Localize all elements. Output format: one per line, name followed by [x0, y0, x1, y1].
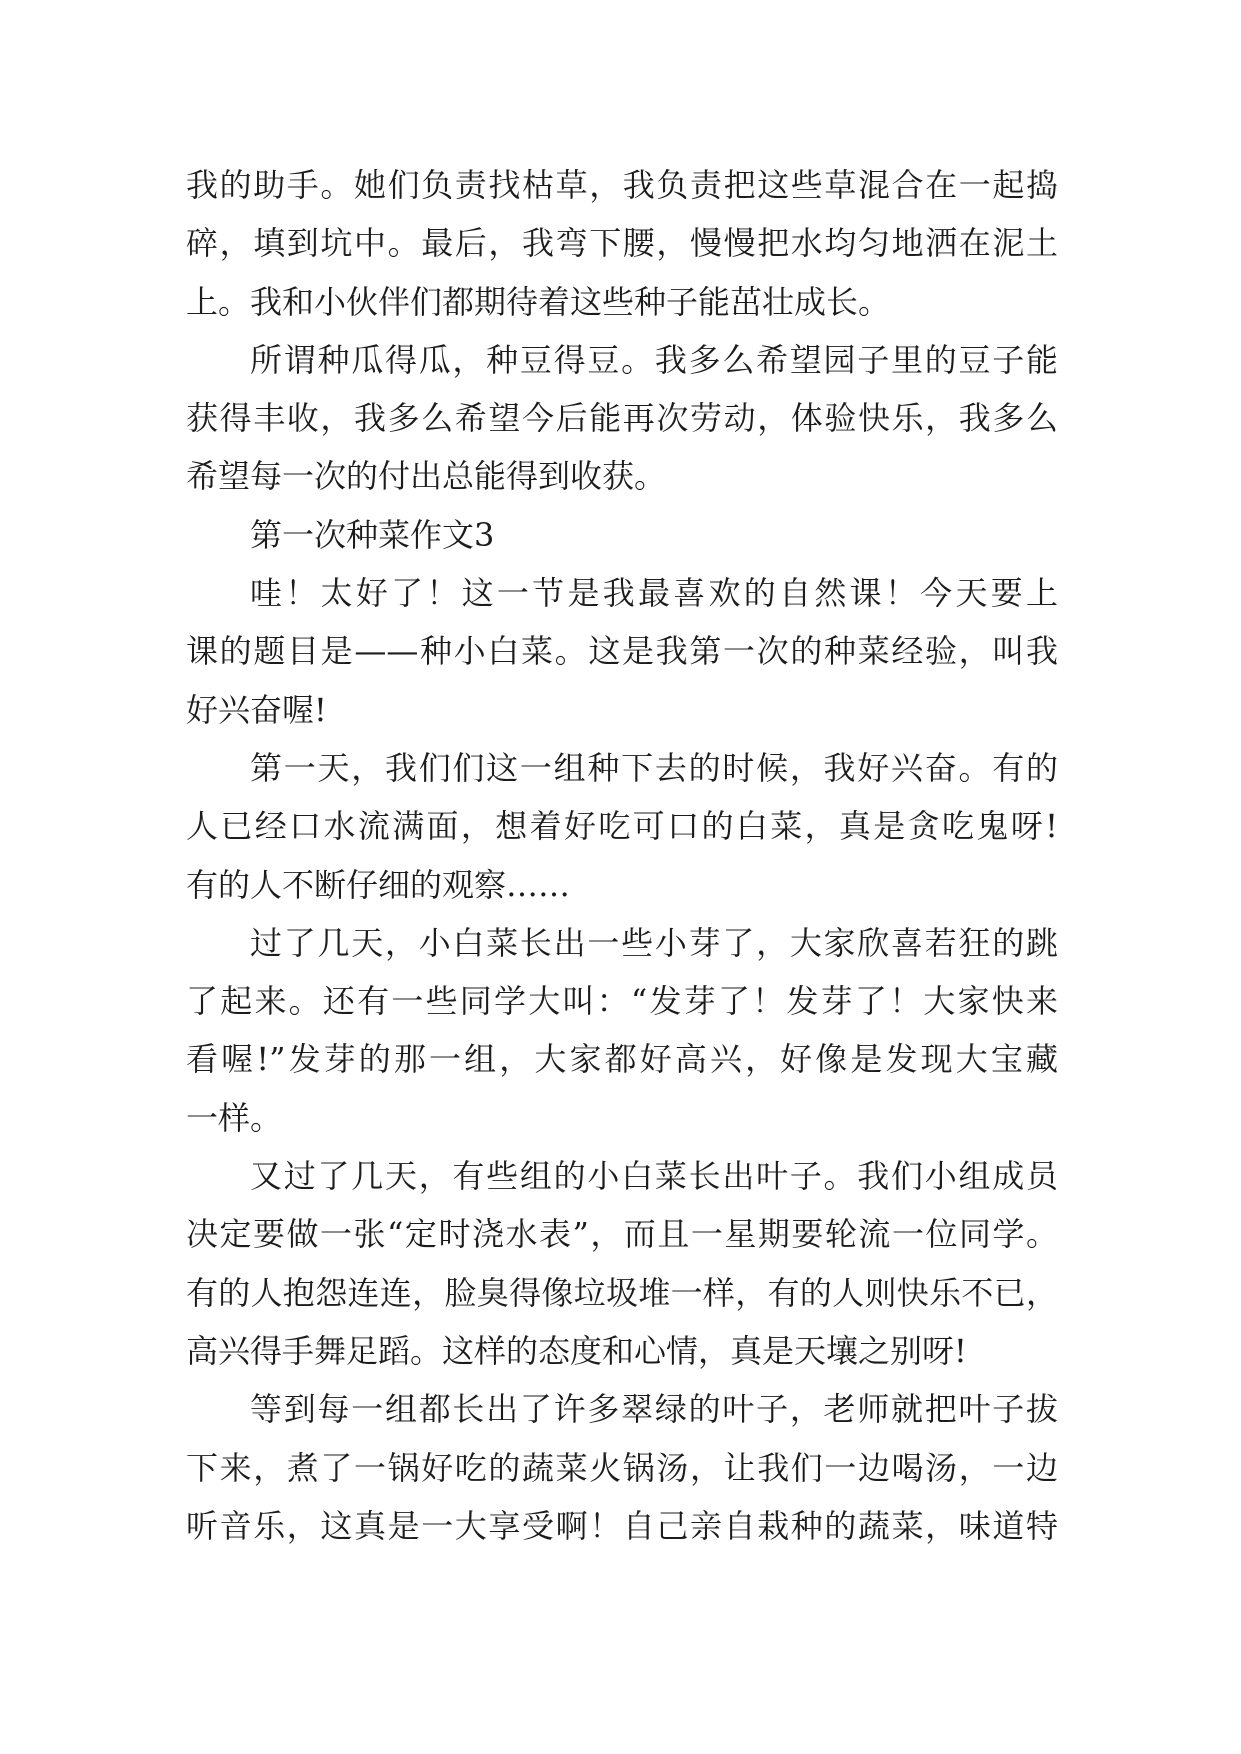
text-line: 我的助手。她们负责找枯草，我负责把这些草混合在一起捣: [186, 166, 1058, 204]
text-line: 课的题目是——种小白菜。这是我第一次的种菜经验，叫我: [186, 632, 1058, 671]
text-line: 高兴得手舞足蹈。这样的态度和心情，真是天壤之别呀!: [186, 1331, 967, 1370]
text-line: 一样。: [186, 1098, 283, 1137]
text-line: 碎，填到坑中。最后，我弯下腰，慢慢把水均匀地洒在泥土: [186, 224, 1058, 263]
text-line: 人已经口水流满面，想着好吃可口的白菜，真是贪吃鬼呀!: [186, 807, 1058, 846]
text-line: 哇！太好了！这一节是我最喜欢的自然课！今天要上: [250, 574, 1058, 613]
paragraph: [186, 739, 1058, 914]
paragraph: [186, 331, 1058, 506]
paragraph: [186, 564, 1058, 739]
text-line: 希望每一次的付出总能得到收获。: [186, 457, 667, 496]
text-line: 下来，煮了一锅好吃的蔬菜火锅汤，让我们一边喝汤，一边: [186, 1448, 1058, 1487]
body-text: [186, 156, 1058, 1555]
paragraph: [186, 1380, 1058, 1555]
text-line: 看喔!”发芽的那一组，大家都好高兴，好像是发现大宝藏: [186, 1040, 1058, 1079]
text-line: 了起来。还有一些同学大叫：“发芽了！发芽了！大家快来: [186, 982, 1058, 1021]
text-line: 决定要做一张“定时浇水表”，而且一星期要轮流一位同学。: [186, 1215, 1058, 1254]
text-line: 过了几天，小白菜长出一些小芽了，大家欣喜若狂的跳: [250, 923, 1058, 962]
text-line: 好兴奋喔!: [186, 690, 327, 729]
text-line: 听音乐，这真是一大享受啊！自己亲自栽种的蔬菜，味道特: [186, 1506, 1058, 1545]
paragraph: [186, 1147, 1058, 1380]
text-line: 有的人抱怨连连，脸臭得像垃圾堆一样，有的人则快乐不已，: [186, 1273, 1058, 1312]
text-line: 又过了几天，有些组的小白菜长出叶子。我们小组成员: [250, 1157, 1058, 1196]
heading-line: 第一次种菜作文3: [250, 515, 495, 554]
text-line: 所谓种瓜得瓜，种豆得豆。我多么希望园子里的豆子能: [250, 340, 1058, 379]
text-line: 有的人不断仔细的观察……: [186, 865, 571, 904]
text-line: 上。我和小伙伴们都期待着这些种子能茁壮成长。: [186, 282, 891, 321]
text-line: 获得丰收，我多么希望今后能再次劳动，体验快乐，我多么: [186, 399, 1058, 438]
paragraph: [186, 156, 1058, 331]
text-line: 等到每一组都长出了许多翠绿的叶子，老师就把叶子拔: [250, 1390, 1058, 1429]
paragraph: [186, 914, 1058, 1147]
text-line: 第一天，我们们这一组种下去的时候，我好兴奋。有的: [250, 748, 1058, 787]
section-heading: [186, 506, 1058, 564]
